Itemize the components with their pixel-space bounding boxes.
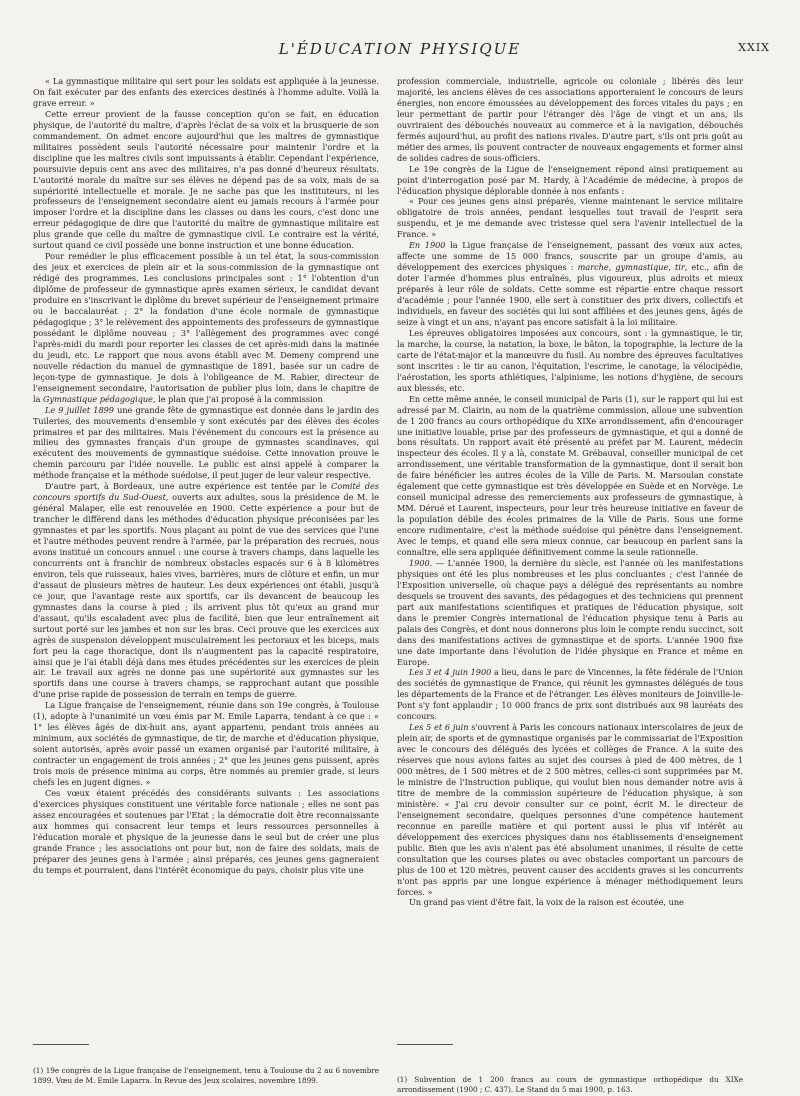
italic-date: Les 3 et 4 juin 1900: [409, 667, 492, 678]
footnote-rule: [33, 1044, 89, 1045]
paragraph: « Pour ces jeunes gens ainsi préparés, vienne maintenant le service militaire obligatoire de trois années, pendant lesquelles tout travail de l'esprit sera suspendu, et je me demande avec tristesse quel sera l'avenir intellectuel de la France. »: [397, 196, 743, 240]
paragraph: La Ligue française de l'enseignement, réunie dans son 19e congrès, à Toulouse (1), adopte à l'unanimité un vœu émis par M. Emile Laparra, tendant à ce que : « 1° les élèves âgés de dix-huit ans, ayant appartenu, pendant trois années au minimum, aux sociétés de gymnastique, de tir, de marche et d'éducation physique, soient autorisés, après avoir passé un examen organisé par l'autorité militaire, à contracter un engagement de trois années ; 2° que les jeunes gens puissent, après trois mois de présence minima au corps, être nommés au premier grade, si leurs chefs les en jugent dignes. »: [33, 700, 379, 787]
italic-term: Comité des concours sportifs du Sud-Ouest: [33, 481, 379, 503]
paragraph-text: s'ouvrent à Paris les concours nationaux interscolaires de jeux de plein air, de sports et de gymnastique organisés par le commissariat de l'Exposition avec le concours des délégués des lycées et collèges de France. A la suite des réserves que nous avions faites au sujet des courses à pied de 400 mètres, de 1 000 mètres, de 1 500 mètres et de 2 500 mètres, celles-ci sont supprimées par M. le ministre de l'Instruction publique, qui voulut bien nous demander notre avis à titre de membre de la commission supérieure de l'éducation physique, à son ministère. « J'ai cru devoir consulter sur ce point, écrit M. le directeur de l'enseignement secondaire, quelques personnes d'une compétence hautement reconnue en pareille matière et qui portent aussi le plus vif intérêt au développement des exercices physiques dans nos établissements d'enseignement public. Bien que les avis n'aient pas été absolument unanimes, il résulte de cette consultation que les courses plates ou avec obstacles comportant un parcours de plus de 100 et 120 mètres, peuvent causer des accidents graves si les concurrents n'ont pas appris par une longue expérience à ménager méthodiquement leurs forces. »: [397, 722, 743, 897]
paragraph: [33, 251, 379, 404]
paragraph-text: une grande fête de gymnastique est donnée dans le jardin des Tuileries, des mouvements d'ensemble y sont exécutés par des élèves des écoles primaires et par des militaires. Mais l'événement du concours est la présence au milieu des gymnastes français d'un groupe de gymnastes scandinaves, qui exécutent des mouvements de gymnastique suédoise. Cette innovation prouve le chemin parcouru par l'idée nouvelle. Le public est ainsi appelé à comparer la méthode française et la méthode suédoise, il peut juger de leur valeur respective.: [33, 404, 379, 481]
italic-term: marche, gymnastique, tir: [577, 262, 685, 273]
left-column: [33, 76, 379, 1036]
paragraph-text: D'autre part, à Bordeaux, une autre expérience est tentée par le: [45, 481, 327, 492]
footnote-left: (1) 19e congrès de la Ligue française de l'enseignement, tenu à Toulouse du 2 au 6 novembre 1899. Vœu de M. Emile Laparra. In Revue des Jeux scolaires, novembre 1899.: [33, 1066, 379, 1085]
paragraph: [33, 481, 379, 700]
paragraph: « La gymnastique militaire qui sert pour les soldats est appliquée à la jeunesse. On fait exécuter par des enfants des exercices destinés à l'homme adulte. Voilà la grave erreur. »: [33, 76, 379, 108]
paragraph: Le 19e congrès de la Ligue de l'enseignement répond ainsi pratiquement au point d'interrogation posé par M. Hardy, à l'Académie de médecine, à propos de l'éducation physique déplorable donnée à nos enfants :: [397, 163, 743, 196]
paragraph: En cette même année, le conseil municipal de Paris (1), sur le rapport qui lui est adressé par M. Clairin, au nom de la quatrième commission, alloue une subvention de 1 200 francs au cours orthopédique du XIXe arrondissement, afin d'encourager une initiative louable, prise par des professeurs de gymnastique, et qui a donné de bons résultats. Un rapport avait été présenté au préfet par M. Laurent, médecin inspecteur des écoles. Il y a là, constate M. Grébauval, conseiller municipal de cet arrondissement, une véritable transformation de la gymnastique, dont il serait bon de faire bénéficier les autres écoles de la Ville de Paris. M. Marsoulan constate également que cette gymnastique est très développée en Suède et en Norvège. Le conseil municipal adresse des remerciements aux professeurs de gymnastique, à MM. Dérué et Laurent, inspecteurs, pour leur très heureuse initiative en faveur de la population débile des écoles primaires de la Ville de Paris. Sous une forme encore rudimentaire, c'est la méthode suédoise qui pénètre dans l'enseignement. Avec le temps, et quand elle sera mieux connue, car beaucoup en parlent sans la connaître, elle sera appliquée définitivement comme la seule rationnelle.: [397, 393, 743, 557]
paragraph-text: , etc., afin de doter l'armée d'hommes plus entraînés, plus vigoureux, plus adroits et mieux préparés à leur rôle de soldats. Cette somme est répartie entre chaque ressort d'académie ; pour l'année 1900, elle sert à constituer des prix divers, collectifs et individuels, en faveur des sociétés qui lui sont affiliées et des jeunes gens, âgés de seize à vingt et un ans, n'ayant pas encore satisfait à la loi militaire.: [397, 262, 743, 327]
paragraph: Cette erreur provient de la fausse conception qu'on se fait, en éducation physique, de l'autorité du maître, d'après l'éclat de sa voix et la brusquerie de son commandement. On admet encore aujourd'hui que les maîtres de gymnastique militaires possèdent seuls l'autorité nécessaire pour maintenir l'ordre et la discipline que les maîtres civils sont impuissants à établir. Cependant l'expérience, poursuivie depuis cent ans avec des militaires, n'a pas donné d'heureux résultats. L'autorité morale du maître sur ses élèves ne dépend pas de sa voix, mais de sa supériorité intellectuelle et morale. Je ne sache pas que les instituteurs, ni les professeurs de l'enseignement secondaire aient eu jamais recours à l'armée pour imposer l'ordre et la discipline dans les classes ou dans les cours, c'est donc une erreur pédagogique de dire que l'autorité du maître de gymnastique militaire est plus grande que celle du maître de gymnastique civil. Le contraire est la vérité, surtout quand ce civil possède une bonne instruction et une bonne éducation.: [33, 108, 379, 251]
footnote-rule: [397, 1044, 453, 1045]
right-column: [397, 76, 743, 1036]
paragraph: [397, 558, 743, 668]
paragraph: [397, 667, 743, 722]
italic-term: Gymnastique pédagogique: [43, 393, 153, 404]
paragraph: Les épreuves obligatoires imposées aux concours, sont : la gymnastique, le tir, la marche, la course, la natation, la boxe, le bâton, la topographie, la lecture de la carte de l'état-major et la manœuvre du fusil. Au nombre des épreuves facultatives sont inscrites : le tir au canon, l'équitation, l'escrime, le canotage, la vélocipédie, l'aérostation, les sports athlétiques, l'alpinisme, les notions d'hygiène, de secours aux blessés, etc.: [397, 327, 743, 393]
paragraph: [33, 405, 379, 482]
italic-date: Les 5 et 6 juin: [409, 722, 469, 733]
paragraph: profession commerciale, industrielle, agricole ou coloniale ; libérés dès leur majorité, les anciens élèves de ces associations apporteraient le concours de leurs énergies, non encore émoussées au développement des forces vitales du pays ; en leur permettant de partir pour l'étranger dès l'âge de vingt et un ans, ils ouvriraient des débouchés nouveaux au commerce et à la navigation, débouchés fermés aujourd'hui, au profit des nations rivales. D'autre part, s'ils ont pris goût au métier des armes, ils pouvent contracter de nouveaux engagements et former ainsi de solides cadres de sous-officiers.: [397, 76, 743, 163]
paragraph: [397, 722, 743, 897]
paragraph-text: , le plan que j'ai proposé à la commission: [152, 393, 323, 404]
running-title: L'ÉDUCATION PHYSIQUE: [278, 40, 522, 58]
page-number: XXIX: [738, 41, 770, 54]
italic-year: 1900.: [409, 557, 433, 568]
italic-date: En 1900: [409, 240, 446, 251]
paragraph: Un grand pas vient d'être fait, la voix de la raison est écoutée, une: [409, 897, 684, 908]
italic-date: Le 9 juillet 1899: [45, 404, 114, 415]
paragraph-text: , ouverts aux adultes, sous la présidence de M. le général Malaper, elle est renouvelée en 1900. Cette expérience a pour but de trancher le différend dans les méthodes d'éducation physique préconisées par les gymnastes et par les sportifs. Nous plaçant au point de vue des services que l'une et l'autre méthodes peuvent rendre à l'armée, par la préparation des recrues, nous avons institué un concours annuel : une course à travers champs, dans laquelle les concurrents ont à franchir de nombreux obstacles espacés sur 6 à 8 kilomètres environ, tels que ruisseaux, haies vives, barrières, murs de clôture et enfin, un mur d'assaut de plusieurs mètres de hauteur. Les deux expériences ont établi, jusqu'à ce jour, que l'avantage reste aux sportifs, car ils devancent de beaucoup les gymnastes dans la course à pied ; ils arrivent plus tôt qu'eux au grand mur d'assaut, qu'ils escaladent avec plus de facilité, bien que leur entraînement ait surtout porté sur les jambes et non sur les bras. Ceci prouve que les exercices aux agrès de suspension développent musculairement les pectoraux et les biceps, mais fort peu la cage thoracique, dont ils n'augmentent pas la capacité respiratoire, ainsi que je l'ai établi déjà dans mes études précédentes sur les exercices de plein air. Le travail aux agrès ne donne pas une supériorité aux gymnastes sur les sportifs dans une course à travers champs, se rapprochant autant que possible d'une prise rapide de possession de terrain en temps de guerre.: [33, 492, 379, 700]
paragraph-text: la Ligue française de l'enseignement, passant des vœux aux actes, affecte une somme de 15 000 francs, souscrite par un groupe d'amis, au développement des exercices physiques :: [397, 240, 743, 273]
paragraph: Ces vœux étaient précédés des considérants suivants : Les associations d'exercices physiques constituent une véritable force nationale ; elles ne sont pas assez encouragées et soutenues par l'Etat ; la démocratie doit être reconnaissante aux hommes qui consacrent leur temps et leurs ressources personnelles à l'éducation morale et physique de la jeunesse dans le seul but de créer une plus grande France ; les associations ont pour but, non de faire des soldats, mais de préparer des jeunes gens à l'armée ; ainsi préparés, ces jeunes gens gagneraient du temps et pourraient, dans l'intérêt économique du pays, choisir plus vite une: [33, 787, 379, 875]
paragraph: [397, 240, 743, 328]
paragraph-text: — L'année 1900, la dernière du siècle, est l'année où les manifestations physiques ont été les plus nombreuses et les plus concluantes ; c'est l'année de l'Exposition universelle, où chaque pays a délégué des représentants au nombre desquels se trouvent des savants, des pédagogues et des techniciens qui prennent part aux manifestations scientifiques et pratiques de l'éducation physique, soit dans le premier Congrès international de l'éducation physique tenu à Paris au palais des Congrès, et dont nous donnerons plus loin le compte rendu succinct, soit dans des manifestations actives de gymnastique et de sports. L'année 1900 fixe une date importante dans l'évolution de l'idée physique en France et même en Europe.: [397, 557, 743, 667]
footnote-right: (1) Subvention de 1 200 francs au cours de gymnastique orthopédique du XIXe arrondissement (1900 ; C. 437). Le Stand du 5 mai 1900, p. 163.: [397, 1075, 743, 1094]
page-header: [30, 40, 770, 60]
paragraph-text: Pour remédier le plus efficacement possible à un tel état, la sous-commission des jeux et exercices de plein air et la sous-commission de la gymnastique ont rédigé des programmes. Les conclusions principales sont : 1° l'obtention d'un diplôme de professeur de gymnastique après examen sérieux, le candidat devant produire en s'inscrivant le diplôme du brevet supérieur de l'enseignement primaire ou le baccalauréat ; 2° la fondation d'une école normale de gymnastique pédagogique ; 3° le relèvement des appointements des professeurs de gymnastique possédant le diplôme nouveau ; 3° l'allègement des programmes avec congé l'après-midi du mardi pour reporter les classes de cet après-midi dans la matinée du jeudi, etc. Le rapport que nous avons établi avec M. Demeny comprend une nouvelle rédaction du manuel de gymnastique de 1891, basée sur un cadre de leçon-type de gymnastique. Je dois à l'obligeance de M. Rabier, directeur de l'enseignement secondaire, l'autorisation de publier plus loin, dans le chapitre de la: [33, 251, 379, 404]
paragraph-text: a lieu, dans le parc de Vincennes, la fête fédérale de l'Union des sociétés de gymnastique de France, qui réunit les gymnastes délégués de tous les départements de la France et de l'étranger. Les élèves moniteurs de Joinville-le-Pont s'y font applaudir ; 10 000 francs de prix sont distribués aux 98 lauréats des concours.: [397, 667, 743, 722]
